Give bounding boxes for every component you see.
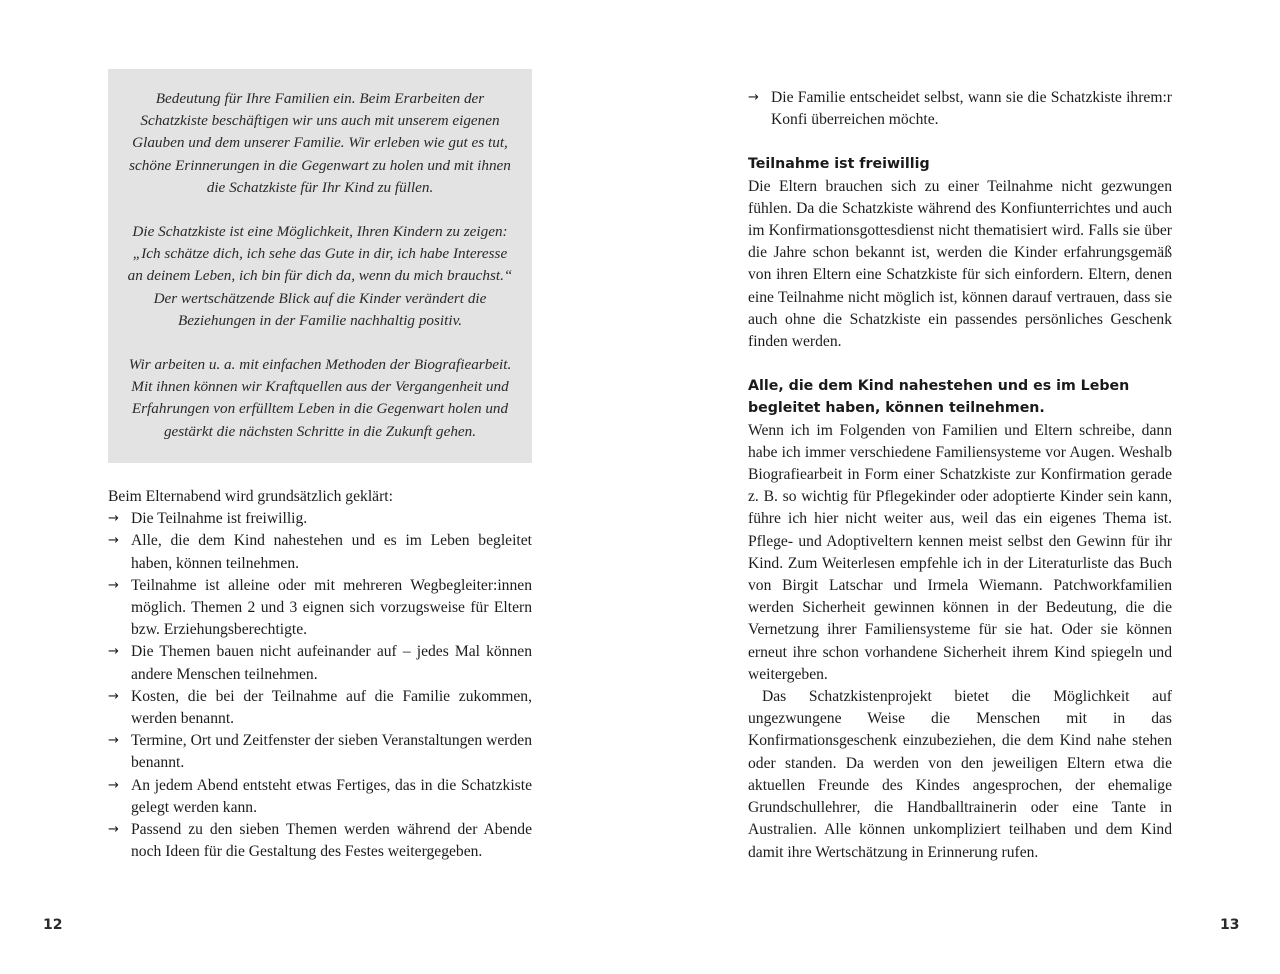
bullet-list (748, 87, 1172, 131)
section-heading: Teilnahme ist freiwillig (748, 156, 930, 173)
left-body (108, 486, 532, 863)
list-item: → Kosten, die bei der Teilnahme auf die Familie zukommen, werden benannt. (108, 687, 532, 728)
quote-paragraph-3: Wir arbeiten u. a. mit einfachen Methoden der Biografiearbeit. Mit ihnen können wir Kraftquellen aus der Vergangenheit und Erfahrungen von erfülltem Leben in die Gegenwart holen und gestärkt die nächsten Schritte in die Zukunft gehen. (128, 356, 512, 440)
list-item: → Die Familie entscheidet selbst, wann sie die Schatzkiste ihrem:r Konfi überreichen möchte. (748, 89, 1172, 129)
intro-line: Beim Elternabend wird grundsätzlich geklärt: (108, 488, 393, 505)
quote-paragraph-2: Die Schatzkiste ist eine Möglichkeit, Ihren Kindern zu zeigen: „Ich schätze dich, ich sehe das Gute in dir, ich habe Interesse an deinem Leben, ich bin für dich da, wenn du mich brauchst.“ Der wertschätzende Blick auf die Kinder verändert die Beziehungen in der Familie nachhaltig positiv. (127, 223, 513, 329)
page-number: 12 (43, 917, 63, 933)
arrow-icon: → (108, 688, 119, 704)
section-heading: Alle, die dem Kind nahestehen und es im Leben begleitet haben, können teilnehmen. (748, 378, 1130, 417)
arrow-icon: → (108, 644, 119, 660)
page-number: 13 (1220, 917, 1240, 933)
arrow-icon: → (108, 533, 119, 549)
arrow-icon: → (108, 511, 119, 527)
right-page (640, 0, 1280, 974)
list-item: → Passend zu den sieben Themen werden während der Abende noch Ideen für die Gestaltung des Festes weitergegeben. (108, 821, 532, 861)
quote-paragraph-1: Bedeutung für Ihre Familien ein. Beim Erarbeiten der Schatzkiste beschäftigen wir uns auch mit unserem eigenen Glauben und dem unserer Familie. Wir erleben wie gut es tut, schöne Erinnerungen in die Gegenwart zu holen und mit ihnen die Schatzkiste für Ihr Kind zu füllen. (129, 90, 511, 196)
arrow-icon: → (748, 90, 759, 105)
list-item: → An jedem Abend entsteht etwas Fertiges, das in die Schatzkiste gelegt werden kann. (108, 776, 532, 816)
list-item: → Die Teilnahme ist freiwillig. (108, 508, 532, 530)
list-item: → Termine, Ort und Zeitfenster der sieben Veranstaltungen werden benannt. (108, 732, 532, 772)
arrow-icon: → (108, 577, 119, 593)
list-item: → Die Themen bauen nicht aufeinander auf – jedes Mal können andere Menschen teilnehmen. (108, 643, 532, 683)
section-paragraph: Wenn ich im Folgenden von Familien und Eltern schreibe, dann habe ich immer verschiedene Familiensysteme vor Augen. Weshalb Biografiearbeit in Form einer Schatzkiste zur Konfirmation gerade z. B. so wichtig für Pflegekinder oder adoptierte Kinder sein kann, führe ich hier nicht weiter aus, weil das ein eigenes Thema ist. Pflege- und Adoptiveltern kennen meist selbst den Gewinn für ihr Kind. Zum Weiterlesen empfehle ich in der Literaturliste das Buch von Birgit Latschar und Irmela Wiemann. Patchworkfamilien werden Sicherheit gewinnen können in der Bedeutung, die die Vernetzung ihrer Familiensysteme für sie hat. Oder sie können erneut ihre schon vorhandene Sicherheit ihrem Kind spiegeln und weitergeben. (748, 421, 1172, 683)
highlight-box (108, 69, 532, 463)
bullet-list (108, 508, 532, 863)
list-item: → Teilnahme ist alleine oder mit mehreren Wegbegleiter:innen möglich. Themen 2 und 3 eignen sich vorzugsweise für Eltern bzw. Erziehungsberechtigte. (108, 576, 532, 639)
section-paragraph: Die Eltern brauchen sich zu einer Teilnahme nicht gezwungen fühlen. Da die Schatzkiste während des Konfiunterrichtes und auch im Konfirmationsgottesdienst nicht thematisiert wird. Falls sie über die Jahre schon bekannt ist, werden die Kinder erfahrungsgemäß von ihren Eltern eine Schatzkiste für sich einfordern. Eltern, denen eine Teilnahme nicht möglich ist, können darauf vertrauen, dass sie auch ohne die Schatzkiste ein passendes persönliches Geschenk finden werden. (748, 177, 1172, 351)
arrow-icon: → (108, 733, 119, 749)
right-body (748, 87, 1172, 864)
arrow-icon: → (108, 777, 119, 793)
arrow-icon: → (108, 822, 119, 838)
list-item: → Alle, die dem Kind nahestehen und es im Leben begleitet haben, können teilnehmen. (108, 532, 532, 572)
section-paragraph: Das Schatzkistenprojekt bietet die Möglichkeit auf ungezwungene Weise die Menschen mit in das Konfirmationsgeschenk einzubeziehen, die dem Kind nahe stehen oder standen. Da werden von den jeweiligen Eltern etwa die aktuellen Freunde des Kindes angesprochen, der ehemalige Grundschullehrer, die Handballtrainerin oder eine Tante in Australien. Alle können unkompliziert teilhaben und dem Kind damit ihre Wertschätzung in Erinnerung rufen. (748, 688, 1172, 861)
